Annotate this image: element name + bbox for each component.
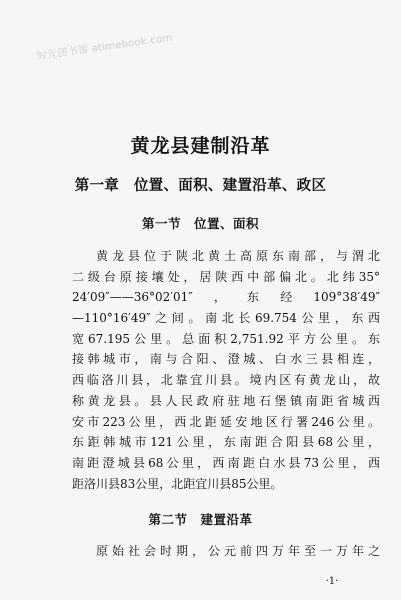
book-title: 黄龙县建制沿革: [130, 135, 271, 157]
body-line: 24′09″——36°02′01″，东经109°38′49″: [72, 290, 380, 305]
body-line: 称黄龙县。县人民政府驻地石堡镇南距省城西: [72, 393, 380, 408]
body-line: —110°16′49″之间。南北长69.754公里，东西: [72, 311, 380, 326]
body-line: 南距澄城县68公里，西南距白水县73公里，西: [72, 455, 380, 470]
body-line: 宽67.195公里。总面积2,751.92平方公里。东: [72, 331, 380, 346]
section-body-position-area: [72, 246, 380, 494]
section-title-position-area: 第一节 位置、面积: [141, 216, 259, 231]
section-title-establishment-history: 第二节 建置沿革: [148, 512, 253, 527]
chapter-title: 第一章 位置、面积、建置沿革、政区: [74, 177, 327, 194]
body-line: 二级台原接壤处，居陕西中部偏北。北纬35°: [72, 269, 380, 284]
body-line: 接韩城市，南与合阳、澄城、白水三县相连，: [72, 352, 380, 367]
body-line: 西临洛川县，北靠宜川县。境内区有黄龙山，故: [72, 373, 380, 388]
body-line: 安市223公里，西北距延安地区行署246公里。: [72, 414, 380, 429]
body-line: 黄龙县位于陕北黄土高原东南部，与渭北: [96, 249, 380, 263]
body-line: 距洛川县83公里，北距宜川县85公里。: [72, 476, 283, 491]
page-number: ·1·: [325, 576, 339, 587]
watermark: 时光图书馆 atimebook.com: [36, 32, 174, 62]
body-line: 东距韩城市121公里，东南距合阳县68公里，: [72, 435, 380, 450]
section-body-establishment-history: 原始社会时期，公元前四万年至一万年之: [96, 544, 380, 558]
